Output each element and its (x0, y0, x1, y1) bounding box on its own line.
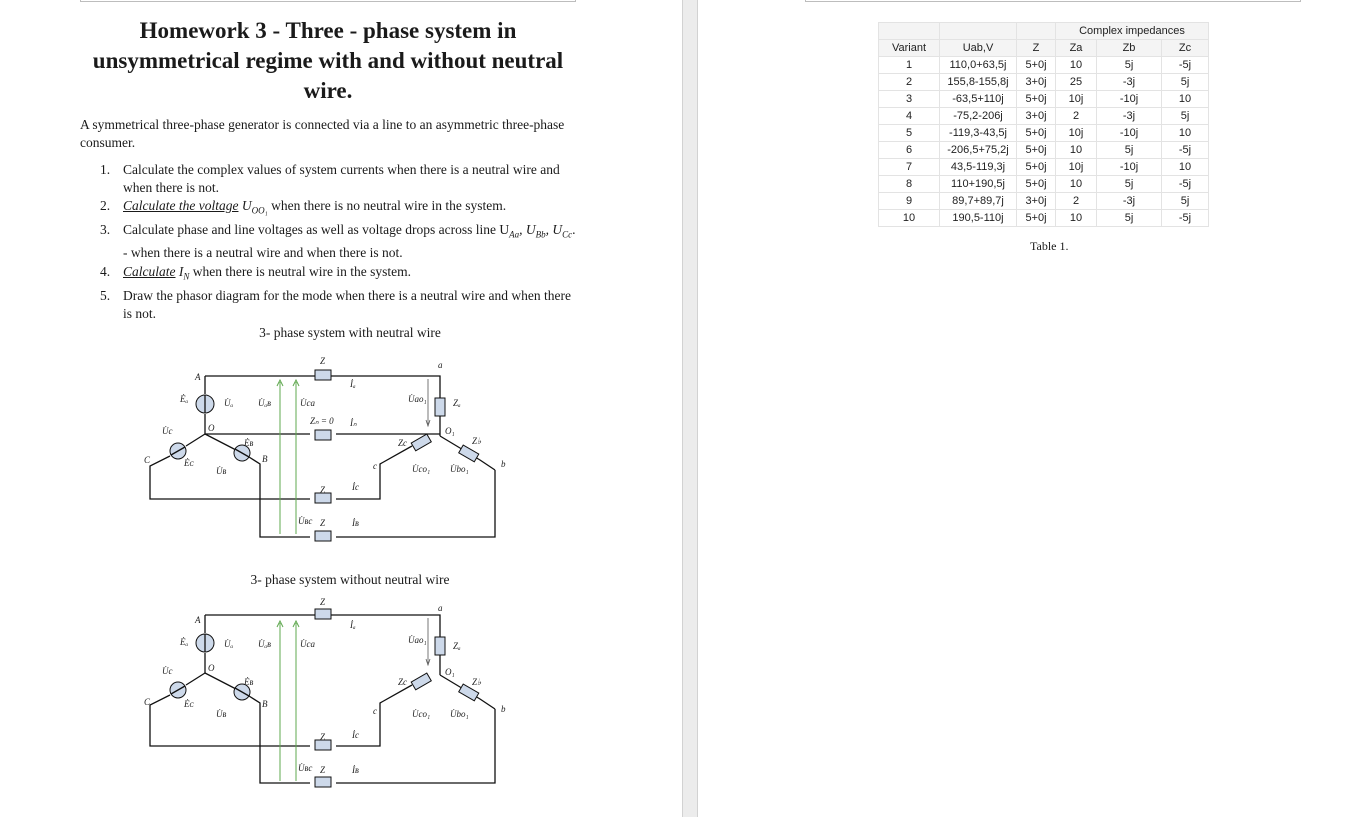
complex-impedances-header[interactable]: Complex impedances (1056, 23, 1209, 40)
task-link-calculate-voltage: Calculate the voltage (123, 198, 239, 213)
table-cell[interactable]: -119,3-43,5j (940, 125, 1017, 142)
table-cell[interactable]: 2 (879, 74, 940, 91)
table-cell[interactable]: 5 (879, 125, 940, 142)
col-header[interactable]: Uab,V (940, 40, 1017, 57)
table-cell[interactable]: 10 (879, 210, 940, 227)
table-header-row (879, 40, 1209, 57)
svg-text:A: A (195, 372, 201, 382)
svg-text:a: a (438, 360, 443, 370)
svg-text:Zₙ = 0: Zₙ = 0 (310, 416, 334, 426)
table-cell[interactable]: 5j (1162, 108, 1209, 125)
table-cell[interactable]: 7 (879, 159, 940, 176)
svg-text:U̇ao₁: U̇ao₁ (408, 635, 427, 645)
table-cell[interactable]: 4 (879, 108, 940, 125)
svg-text:U̇bo₁: U̇bo₁ (450, 464, 469, 474)
svg-text:Z: Z (320, 518, 326, 528)
page-top-border (80, 0, 576, 2)
svg-text:İc: İc (352, 482, 359, 492)
table-cell[interactable]: 2 (1056, 108, 1097, 125)
resistor-zc[interactable] (411, 673, 431, 690)
svg-text:U̇co₁: U̇co₁ (412, 709, 431, 719)
resistors (315, 609, 479, 787)
svg-text:O₁: O₁ (445, 426, 455, 436)
table-row (879, 159, 1209, 176)
table-cell[interactable]: 2 (1056, 193, 1097, 210)
table-row (879, 91, 1209, 108)
svg-text:U̇ₐʙ: U̇ₐʙ (258, 398, 271, 408)
caption-without-neutral[interactable]: 3- phase system without neutral wire (250, 572, 450, 587)
table-row (879, 125, 1209, 142)
table-cell[interactable]: 110,0+63,5j (940, 57, 1017, 74)
table-cell[interactable]: 5+0j (1017, 210, 1056, 227)
table-cell[interactable]: 5+0j (1017, 159, 1056, 176)
task-item-1[interactable]: 1. Calculate the complex values of system currents when there is a neutral wire and when there is not. (100, 162, 560, 195)
svg-text:Ėᴄ: Ėᴄ (184, 699, 194, 709)
resistor-zb[interactable] (459, 445, 479, 462)
page-top-border (805, 0, 1301, 2)
svg-text:Ėʙ: Ėʙ (244, 677, 254, 687)
svg-text:Ėᴄ: Ėᴄ (184, 458, 194, 468)
table-cell[interactable]: -5j (1162, 142, 1209, 159)
svg-text:İʙ: İʙ (352, 765, 359, 775)
table-cell[interactable]: 5+0j (1017, 91, 1056, 108)
resistor-zn[interactable] (315, 430, 331, 440)
table-cell[interactable]: 1 (879, 57, 940, 74)
page-divider (682, 0, 698, 817)
resistors (315, 370, 479, 541)
svg-text:O₁: O₁ (445, 667, 455, 677)
variants-table (878, 22, 1209, 227)
table-cell[interactable]: 10 (1162, 125, 1209, 142)
resistor-za[interactable] (435, 637, 445, 655)
resistor-z-line-a[interactable] (315, 370, 331, 380)
svg-text:Z: Z (320, 732, 326, 742)
table-row (879, 142, 1209, 159)
table-cell[interactable]: -5j (1162, 176, 1209, 193)
svg-text:Z♭: Z♭ (472, 436, 482, 446)
table-cell[interactable]: 6 (879, 142, 940, 159)
table-cell[interactable]: 3+0j (1017, 108, 1056, 125)
task-list (80, 161, 576, 323)
table-cell[interactable]: 43,5-119,3j (940, 159, 1017, 176)
circuit-diagram-with-neutral (140, 354, 510, 554)
table-cell[interactable]: 110+190,5j (940, 176, 1017, 193)
circuit-diagram-without-neutral (140, 597, 510, 801)
resistor-zc[interactable] (411, 434, 431, 451)
table-cell[interactable]: 8 (879, 176, 940, 193)
svg-text:Z: Z (320, 765, 326, 775)
table-row (879, 176, 1209, 193)
svg-text:A: A (195, 615, 201, 625)
table-cell[interactable]: 10 (1056, 210, 1097, 227)
svg-text:Zₐ: Zₐ (453, 641, 461, 651)
svg-text:C: C (144, 455, 151, 465)
table-cell[interactable]: -10j (1097, 159, 1162, 176)
table-cell[interactable]: -5j (1162, 57, 1209, 74)
svg-text:Zc: Zc (398, 438, 407, 448)
svg-text:Zc: Zc (398, 677, 407, 687)
table-cell[interactable]: 5+0j (1017, 142, 1056, 159)
svg-text:U̇ₐʙ: U̇ₐʙ (258, 639, 271, 649)
table-cell[interactable]: 190,5-110j (940, 210, 1017, 227)
svg-text:Ėʙ: Ėʙ (244, 438, 254, 448)
table-group-header-row (879, 23, 1209, 40)
table-cell[interactable]: 5+0j (1017, 57, 1056, 74)
svg-text:C: C (144, 697, 151, 707)
table-cell[interactable]: -206,5+75,2j (940, 142, 1017, 159)
intro-paragraph[interactable]: A symmetrical three-phase generator is connected via a line to an asymmetric three-phase consumer. (80, 117, 565, 150)
task-item-4[interactable]: 4. Calculate $I_N$ when there is neutral wire in the system. (100, 263, 411, 282)
svg-text:Zₐ: Zₐ (453, 398, 461, 408)
svg-text:U̇co₁: U̇co₁ (412, 464, 431, 474)
table-cell[interactable]: 3+0j (1017, 193, 1056, 210)
table-cell[interactable]: 10j (1056, 159, 1097, 176)
table-cell[interactable]: 5j (1097, 210, 1162, 227)
table-row (879, 193, 1209, 210)
resistor-z-line-b[interactable] (315, 777, 331, 787)
task-item-3[interactable]: 3. Calculate phase and line voltages as well as voltage drops across line $U_{Aa}$, $U_{Bb}$, $U_{Cc}$. - when there is a neutral wire and when there is not. (100, 222, 576, 261)
svg-text:U̇ca: U̇ca (300, 639, 315, 649)
svg-text:c: c (373, 706, 377, 716)
svg-text:Ėₐ: Ėₐ (180, 394, 189, 404)
svg-text:Z: Z (320, 485, 326, 495)
task-item-2[interactable]: 2. Calculate the voltage $U_{OO_1}$ when there is no neutral wire in the system. (100, 198, 507, 216)
svg-text:B: B (262, 699, 268, 709)
table-cell[interactable]: 3+0j (1017, 74, 1056, 91)
svg-text:İₐ: İₐ (350, 620, 356, 630)
svg-text:U̇ₐ: U̇ₐ (224, 639, 234, 649)
table-cell[interactable]: -3j (1097, 74, 1162, 91)
svg-text:İₙ: İₙ (350, 418, 357, 428)
svg-text:U̇ₐ: U̇ₐ (224, 398, 234, 408)
table-cell[interactable]: 10 (1056, 176, 1097, 193)
document-title[interactable]: Homework 3 - Three - phase system in unsymmetrical regime with and without neutral wire. (92, 18, 564, 103)
table-cell[interactable]: -63,5+110j (940, 91, 1017, 108)
table-cell[interactable]: -75,2-206j (940, 108, 1017, 125)
table-cell[interactable]: 10 (1056, 142, 1097, 159)
svg-text:U̇ʙc: U̇ʙc (298, 516, 313, 526)
table-cell[interactable]: 10 (1162, 159, 1209, 176)
table-cell[interactable]: 5j (1162, 193, 1209, 210)
svg-text:c: c (373, 461, 377, 471)
svg-text:İc: İc (352, 730, 359, 740)
table-cell[interactable]: 10j (1056, 91, 1097, 108)
svg-text:U̇ao₁: U̇ao₁ (408, 394, 427, 404)
table-row (879, 57, 1209, 74)
table-cell[interactable]: -3j (1097, 108, 1162, 125)
svg-text:Ėₐ: Ėₐ (180, 637, 189, 647)
table-cell[interactable]: 5+0j (1017, 176, 1056, 193)
table-row (879, 108, 1209, 125)
svg-text:U̇bo₁: U̇bo₁ (450, 709, 469, 719)
table-row (879, 74, 1209, 91)
svg-text:İʙ: İʙ (352, 518, 359, 528)
svg-text:Z: Z (320, 597, 326, 607)
task-link-calculate: Calculate (123, 263, 176, 279)
svg-text:U̇c: U̇c (162, 666, 173, 676)
table-cell[interactable]: 10 (1056, 57, 1097, 74)
caption-with-neutral[interactable]: 3- phase system with neutral wire (259, 325, 441, 340)
table-cell[interactable]: 9 (879, 193, 940, 210)
col-header[interactable]: Zb (1097, 40, 1162, 57)
svg-text:B: B (262, 454, 268, 464)
resistor-z-line-b[interactable] (315, 531, 331, 541)
svg-text:İₐ: İₐ (350, 379, 356, 389)
table-cell[interactable]: 5j (1097, 142, 1162, 159)
resistor-za[interactable] (435, 398, 445, 416)
svg-text:b: b (501, 459, 506, 469)
table-cell[interactable]: 5j (1162, 74, 1209, 91)
task-item-5[interactable]: 5. Draw the phasor diagram for the mode when there is a neutral wire and when there is not. (100, 288, 571, 321)
table-cell[interactable]: 10j (1056, 125, 1097, 142)
table-cell[interactable]: 10 (1162, 91, 1209, 108)
table-cell[interactable]: -10j (1097, 125, 1162, 142)
table-caption[interactable]: Table 1. (1030, 239, 1069, 253)
col-header[interactable]: Z (1017, 40, 1056, 57)
table-cell[interactable]: -3j (1097, 193, 1162, 210)
table-cell[interactable]: -5j (1162, 210, 1209, 227)
svg-text:Z♭: Z♭ (472, 677, 482, 687)
table-cell[interactable]: 25 (1056, 74, 1097, 91)
table-cell[interactable]: 155,8-155,8j (940, 74, 1017, 91)
table-cell[interactable]: 89,7+89,7j (940, 193, 1017, 210)
svg-text:a: a (438, 603, 443, 613)
svg-text:U̇ʙ: U̇ʙ (216, 709, 227, 719)
svg-text:U̇ca: U̇ca (300, 398, 315, 408)
col-header[interactable]: Zc (1162, 40, 1209, 57)
svg-text:U̇ʙ: U̇ʙ (216, 466, 227, 476)
col-header[interactable]: Variant (879, 40, 940, 57)
table-cell[interactable]: -10j (1097, 91, 1162, 108)
table-cell[interactable]: 5j (1097, 57, 1162, 74)
table-row (879, 210, 1209, 227)
svg-text:O: O (208, 663, 215, 673)
svg-text:U̇c: U̇c (162, 426, 173, 436)
svg-text:Z: Z (320, 356, 326, 366)
svg-text:U̇ʙc: U̇ʙc (298, 763, 313, 773)
table-cell[interactable]: 5j (1097, 176, 1162, 193)
col-header[interactable]: Za (1056, 40, 1097, 57)
table-cell[interactable]: 3 (879, 91, 940, 108)
resistor-z-line-a[interactable] (315, 609, 331, 619)
table-cell[interactable]: 5+0j (1017, 125, 1056, 142)
svg-text:O: O (208, 423, 215, 433)
svg-text:b: b (501, 704, 506, 714)
